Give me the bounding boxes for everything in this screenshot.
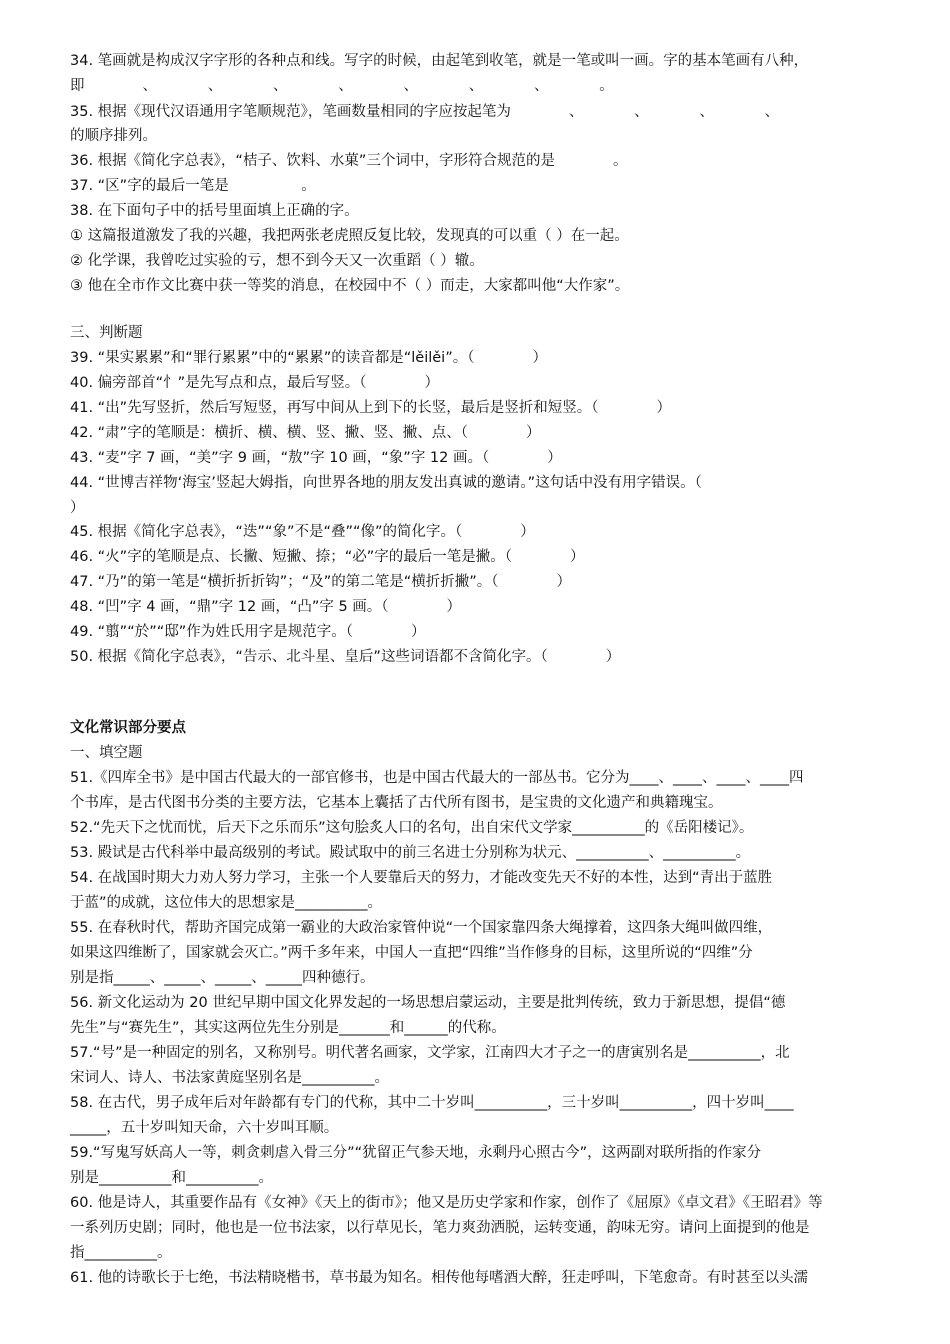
q54-line-2: 于蓝”的成就，这位伟大的思想家是__________。 [70, 895, 383, 911]
q38-line: 38. 在下面句子中的括号里面填上正确的字。 [70, 203, 359, 219]
q56-line-1: 56. 新文化运动为 20 世纪早期中国文化界发起的一场思想启蒙运动，主要是批判传统，致力于新思想，提倡“德 [70, 995, 786, 1011]
q60-line-2: 一系列历史剧；同时，他也是一位书法家，以行草见长，笔力爽劲洒脱，运转变通，韵味无穷。请问上面提到的他是 [70, 1220, 810, 1236]
q59-line-1: 59.“写鬼写妖高人一等，刺贪刺虐入骨三分”“犹留正气参天地，永剩丹心照古今”，这两副对联所指的作家分 [70, 1145, 762, 1161]
q52-line: 52.“先天下之忧而忧，后天下之乐而乐”这句脍炙人口的名句，出自宋代文学家__________的《岳阳楼记》。 [70, 820, 754, 836]
q46-line: 46. “火”字的笔顺是点、长撇、短撇、捺；“必”字的最后一笔是撇。（ ） [70, 549, 585, 565]
q57-line-1: 57.“号”是一种固定的别名，又称别号。明代著名画家，文学家，江南四大才子之一的唐寅别名是__________，北 [70, 1045, 790, 1061]
q42-line: 42. “肃”字的笔顺是：横折、横、横、竖、撇、竖、撇、点、（ ） [70, 425, 541, 441]
q50-line: 50. 根据《简化字总表》，“告示、北斗星、皇后”这些词语都不含简化字。（ ） [70, 649, 621, 665]
q38-item-3: ③ 他在全市作文比赛中获一等奖的消息，在校园中不（ ）而走，大家都叫他“大作家”。 [70, 278, 630, 294]
q49-line: 49. “翦”“於”“邸”作为姓氏用字是规范字。（ ） [70, 624, 426, 640]
q60-line-3: 指__________。 [70, 1245, 172, 1261]
q61-line-1: 61. 他的诗歌长于七绝，书法精晓楷书，草书最为知名。相传他每嗜酒大醉，狂走呼叫，下笔愈奇。有时甚至以头濡 [70, 1270, 809, 1286]
q57-line-2: 宋词人、诗人、书法家黄庭坚别名是__________。 [70, 1070, 389, 1086]
q34-line-1: 34. 笔画就是构成汉字字形的各种点和线。写字的时候，由起笔到收笔，就是一笔或叫一画。字的基本笔画有八种， [70, 53, 809, 69]
q47-line: 47. “乃”的第一笔是“横折折折钩”；“及”的第二笔是“横折折撇”。（ ） [70, 574, 572, 590]
q55-line-1: 55. 在春秋时代，帮助齐国完成第一霸业的大政治家管仲说“一个国家靠四条大绳撑着，这四条大绳叫做四维， [70, 920, 773, 936]
q41-line: 41. “出”先写竖折，然后写短竖，再写中间从上到下的长竖，最后是竖折和短竖。（ ） [70, 400, 671, 416]
q51-line-1: 51.《四库全书》是中国古代最大的一部官修书，也是中国古代最大的一部丛书。它分为____、____、____、____四 [70, 770, 804, 786]
q45-line: 45. 根据《简化字总表》，“迭”“象”不是“叠”“像”的简化字。（ ） [70, 524, 535, 540]
q38-item-1: ① 这篇报道激发了我的兴趣，我把两张老虎照反复比较，发现真的可以重（ ）在一起。 [70, 228, 629, 244]
q39-line: 39. “果实累累”和“罪行累累”中的“累累”的读音都是“lěilěi”。（ ） [70, 350, 547, 366]
q55-line-3: 别是指_____、_____、_____、_____四种德行。 [70, 970, 375, 986]
q48-line: 48. “凹”字 4 画，“鼎”字 12 画，“凸”字 5 画。（ ） [70, 599, 462, 615]
q58-line-2: _____，五十岁叫知天命，六十岁叫耳顺。 [70, 1120, 339, 1136]
q56-line-2: 先生”与“赛先生”，其实这两位先生分别是_______和______的代称。 [70, 1020, 506, 1036]
q35-line-1: 35. 根据《现代汉语通用字笔顺规范》，笔画数量相同的字应按起笔为 、 、 、 、 [70, 104, 780, 120]
q55-line-2: 如果这四维断了，国家就会灭亡。”两千多年来，中国人一直把“四维”当作修身的目标，这里所说的“四维”分 [70, 945, 753, 961]
q59-line-2: 别是__________和__________。 [70, 1170, 273, 1186]
q51-line-2: 个书库，是古代图书分类的主要方法，它基本上囊括了古代所有图书，是宝贵的文化遗产和典籍瑰宝。 [70, 795, 723, 811]
q35-line-2: 的顺序排列。 [70, 128, 157, 144]
q36-line: 36. 根据《简化字总表》，“桔子、饮料、水菓”三个词中，字形符合规范的是 。 [70, 153, 628, 169]
culture-section-title: 文化常识部分要点 [70, 720, 186, 736]
section-judgement-heading: 三、判断题 [70, 325, 143, 341]
q60-line-1: 60. 他是诗人，其重要作品有《女神》《天上的街市》；他又是历史学家和作家，创作了《屈原》《卓文君》《王昭君》等 [70, 1195, 823, 1211]
q38-item-2: ② 化学课，我曾吃过实验的亏，想不到今天又一次重蹈（ ）辙。 [70, 253, 484, 269]
q44-line-2: ） [70, 500, 85, 516]
q53-line: 53. 殿试是古代科举中最高级别的考试。殿试取中的前三名进士分别称为状元、__________、__________。 [70, 845, 751, 861]
q34-line-2: 即 、 、 、 、 、 、 、 。 [70, 78, 614, 94]
q58-line-1: 58. 在古代，男子成年后对年龄都有专门的代称，其中二十岁叫__________，三十岁叫__________，四十岁叫____ [70, 1095, 794, 1111]
q54-line-1: 54. 在战国时期大力劝人努力学习，主张一个人要靠后天的努力，才能改变先天不好的本性，达到“青出于蓝胜 [70, 870, 773, 886]
q37-line: 37. “区”字的最后一笔是 。 [70, 178, 316, 194]
q43-line: 43. “麦”字 7 画，“美”字 9 画，“敖”字 10 画，“象”字 12 画。（ ） [70, 450, 562, 466]
q40-line: 40. 偏旁部首“忄”是先写点和点，最后写竖。（ ） [70, 375, 439, 391]
section-fill-heading: 一、填空题 [70, 745, 143, 761]
q44-line-1: 44. “世博吉祥物‘海宝’竖起大姆指，向世界各地的朋友发出真诚的邀请。”这句话中没有用字错误。（ [70, 475, 702, 491]
